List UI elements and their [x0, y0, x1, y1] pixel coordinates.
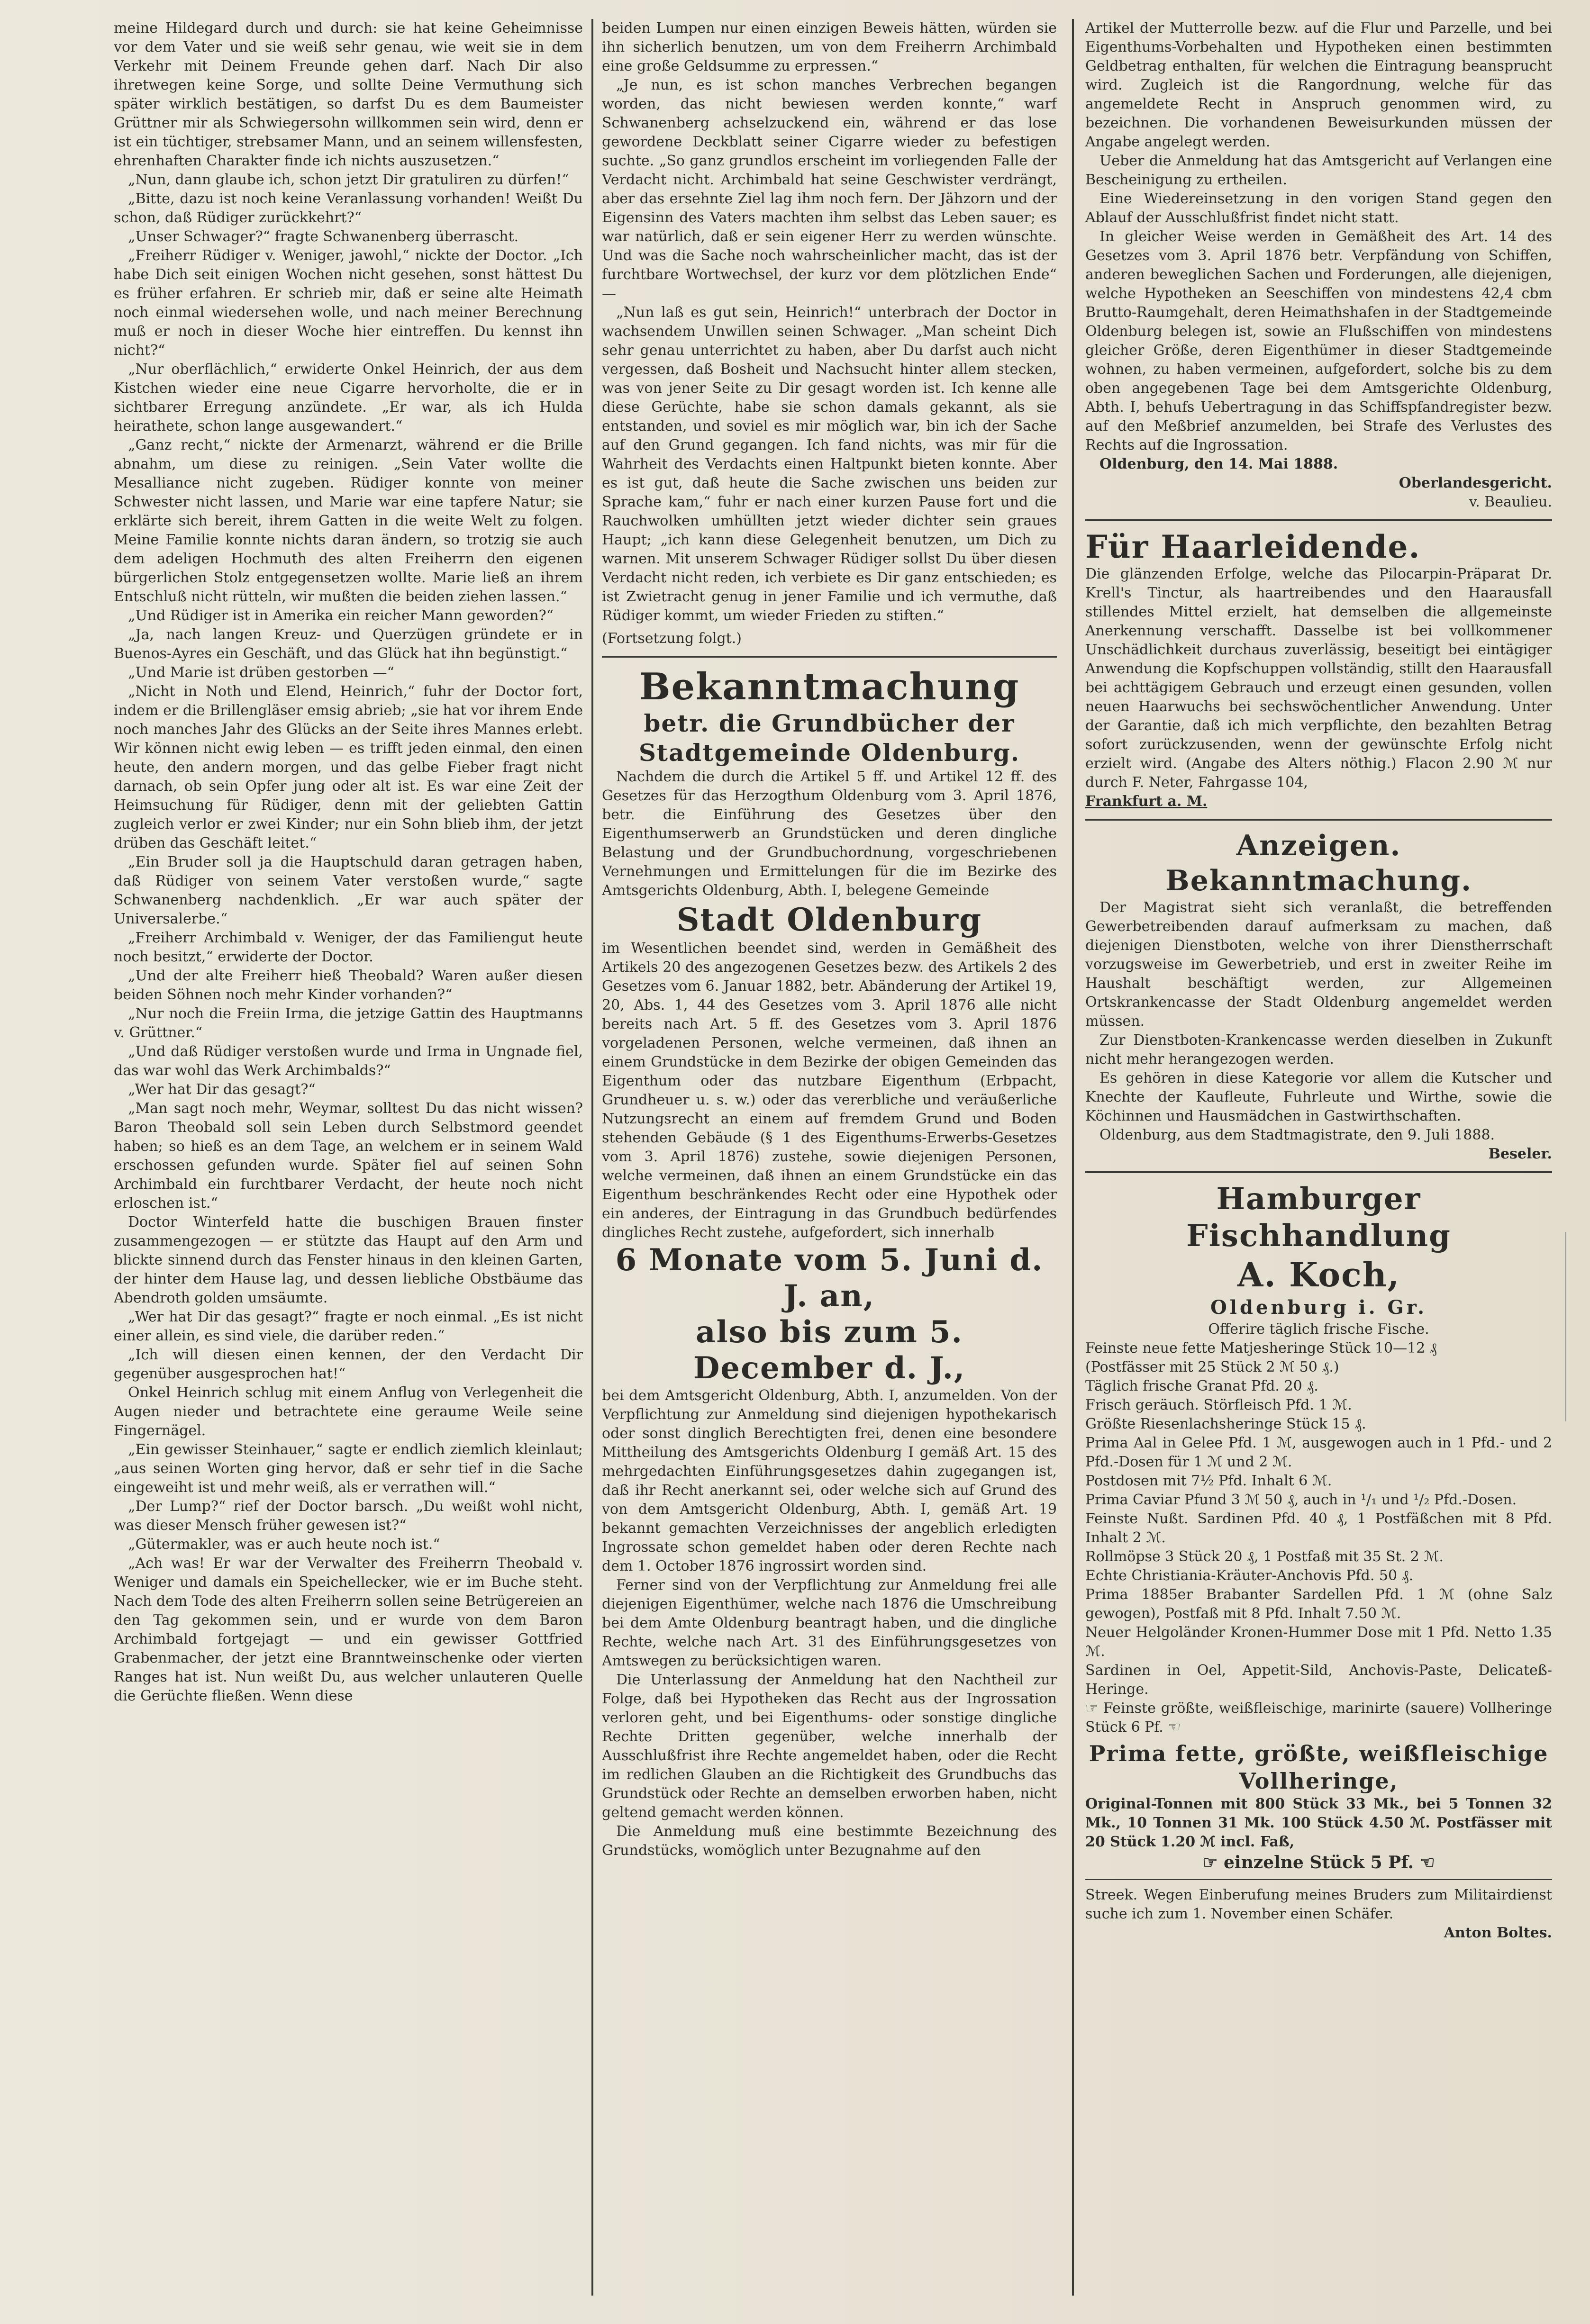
story-paragraph: „Der Lump?“ rief der Doctor barsch. „Du weißt wohl nicht, was dieser Mensch früher gewesen ist?“ [114, 1498, 583, 1534]
notice-paragraph: Die Unterlassung der Anmeldung hat den Nachtheil zur Folge, daß bei Hypotheken das Recht aus der Ingrossation verloren geht, und bei Eigenthums- oder sonstige dingliche Rechte Dritten gegenüber, welche innerhalb der Ausschlußfrist ihre Rechte angemeldet haben, oder die Recht im redlichen Glauben an die Richtigkeit des Grundbuchs das Grundstück oder Rechte an demselben erworben haben, nicht geltend gemacht werden können. [602, 1672, 1057, 1821]
story-continuation [602, 19, 1057, 625]
fish-price-item: (Postfässer mit 25 Stück 2 ℳ 50 ₰.) [1085, 1359, 1339, 1375]
fish-ad-offer: Offerire täglich frische Fische. [1208, 1321, 1429, 1338]
story-paragraph: „Man sagt noch mehr, Weymar, solltest Du das nicht wissen? Baron Theobald soll sein Leben durch Selbstmord geendet haben; so hieß es an dem Tage, an welchem er in seinem Wald erschossen gefunden wurde. Später fiel auf seinen Sohn Archimbald ein furchtbarer Verdacht, der heute noch nicht erloschen ist.“ [114, 1100, 583, 1212]
hair-ad-title: Für Haarleidende. [1085, 528, 1421, 565]
notice-deadline: 6 Monate vom 5. Juni d. J. an, [615, 1242, 1044, 1314]
story-paragraph: Doctor Winterfeld hatte die buschigen Brauen finster zusammengezogen — er stützte das Haupt auf den Arm und blickte sinnend durch das Fenster hinaus in den kleinen Garten, der hinter dem Hause lag, und dessen liebliche Obstbäume das Abendroth golden umsäumte. [114, 1214, 583, 1306]
column-divider [1072, 19, 1074, 2296]
story-paragraph: Onkel Heinrich schlug mit einem Anflug von Verlegenheit die Augen nieder und betrachtete eine geraume Weile seine Fingernägel. [114, 1384, 583, 1439]
notice-paragraph: Eine Wiedereinsetzung in den vorigen Stand gegen den Ablauf der Ausschlußfrist findet nicht statt. [1085, 190, 1552, 226]
fish-price-item: Prima 1885er Brabanter Sardellen Pfd. 1 ℳ (ohne Salz gewogen), Postfaß mit 8 Pfd. Inhalt 7.50 ℳ. [1085, 1586, 1552, 1622]
story-paragraph: „Nur noch die Freiin Irma, die jetzige Gattin des Hauptmanns v. Grüttner.“ [114, 1005, 583, 1041]
story-paragraph: „Freiherr Rüdiger v. Weniger, jawohl,“ nickte der Doctor. „Ich habe Dich seit einigen Wochen nicht gesehen, sonst hättest Du es früher erfahren. Er schrieb mir, daß er seine alte Heimath noch einmal wiedersehen wolle, und nach meiner Berechnung muß er noch in dieser Woche hier eintreffen. Du kennst ihn nicht?“ [114, 247, 583, 359]
story-paragraph: „Bitte, dazu ist noch keine Veranlassung vorhanden! Weißt Du schon, daß Rüdiger zurückkehrt?“ [114, 190, 583, 226]
streek-signer: Anton Boltes. [1444, 1925, 1552, 1941]
notice-town: Stadt Oldenburg [676, 901, 982, 938]
notice-place-date: Oldenburg, den 14. Mai 1888. [1099, 456, 1338, 472]
section-rule [1085, 519, 1552, 521]
fish-price-list [1085, 1339, 1552, 1737]
story-paragraph: „Wer hat Dir das gesagt?“ [128, 1081, 316, 1098]
story-paragraph: „Wer hat Dir das gesagt?“ fragte er noch einmal. „Es ist nicht einer allein, es sind viele, die darüber reden.“ [114, 1309, 583, 1344]
fish-price-item: ☞ Feinste größte, weißfleischige, marinirte (sauere) Vollheringe Stück 6 Pf. ☜ [1085, 1700, 1552, 1736]
hair-ad [1085, 529, 1552, 565]
fish-price-item: Feinste neue fette Matjesheringe Stück 10—12 ₰ [1085, 1340, 1437, 1356]
notice-signer: Oberlandesgericht. [1399, 475, 1552, 491]
notice-paragraph: Artikel der Mutterrolle bezw. auf die Flur und Parzelle, und bei Eigenthums-Vorbehalten und Hypotheken einen bestimmten Geldbetrag enthalten, für welchen die Eintragung beansprucht wird. Zugleich ist die Rangordnung, welche für das angemeldete Recht in Anspruch genommen wird, zu bezeichnen. Die vorhandenen Beweisurkunden müssen der Angabe angelegt werden. [1085, 20, 1552, 150]
notice-paragraph: bei dem Amtsgericht Oldenburg, Abth. I, anzumelden. Von der Verpflichtung zur Anmeldung sind diejenigen hypothekarisch oder sonst dinglich Berechtigten frei, denen eine besondere Mittheilung des Amtsgerichts Oldenburg I gemäß Art. 15 des mehrgedachten Einführungsgesetzes dahin zugegangen ist, daß ihr Recht anerkannt sei, oder welche sich auf Grund des von dem Amtsgericht Oldenburg, Abth. I, gemäß Art. 19 bekannt gemachten Verzeichnisses der angeblich erledigten Ingrossate schon gemeldet haben oder deren Rechte nach dem 1. October 1876 ingrossirt worden sind. [602, 1387, 1057, 1574]
fish-price-item: Prima Aal in Gelee Pfd. 1 ℳ, ausgewogen auch in 1 Pfd.- und 2 Pfd.-Dosen für 1 ℳ und 2 ℳ. [1085, 1435, 1552, 1470]
section-rule [1085, 819, 1552, 821]
section-rule [1085, 1171, 1552, 1173]
column-2 [602, 19, 1057, 2296]
notice-paragraph: In gleicher Weise werden in Gemäßheit des Art. 14 des Gesetzes vom 3. April 1876 betr. Verpfändung von Schiffen, anderen beweglichen Sachen und Forderungen, alle diejenigen, welche Hypotheken an Seeschiffen von mindestens 42,4 cbm Brutto-Raumgehalt, deren Heimathshafen in der Stadtgemeinde Oldenburg belegen ist, sowie an Flußschiffen von mindestens gleicher Größe, deren Eigenthümer in dieser Stadtgemeinde wohnen, zu haben vermeinen, aufgefordert, solche bis zu dem oben angegebenen Tage bei dem Amtsgerichte Oldenburg, Abth. I, behufs Uebertragung in das Schiffspfandregister bezw. auf den Meßbrief anzumelden, bei Strafe des Verlustes des Rechts auf die Ingrossation. [1085, 228, 1552, 453]
notice-paragraph: Nachdem die durch die Artikel 5 ff. und Artikel 12 ff. des Gesetzes für das Herzogthum Oldenburg vom 3. April 1876, betr. die Einführung des Gesetzes über den Eigenthumserwerb an Grundstücken und deren dingliche Belastung und der Grundbuchordnung, vorgeschriebenen Vernehmungen und Ermittelungen für die im Bezirke des Amtsgerichts Oldenburg, Abth. I, belegene Gemeinde [602, 769, 1057, 899]
story-paragraph: „Ein Bruder soll ja die Hauptschuld daran getragen haben, daß Rüdiger von seinem Vater verstoßen wurde,“ sagte Schwanenberg nachdenklich. „Er war auch später der Universalerbe.“ [114, 854, 583, 927]
story-paragraph: „Nun, dann glaube ich, schon jetzt Dir gratuliren zu dürfen!“ [128, 172, 569, 188]
story-paragraph: „Und Marie ist drüben gestorben —“ [128, 664, 394, 681]
story-paragraph: „Ich will diesen einen kennen, der den Verdacht Dir gegenüber ausgesprochen hat!“ [114, 1347, 583, 1382]
story-paragraph: beiden Lumpen nur einen einzigen Beweis hätten, würden sie ihn sicherlich benutzen, um von dem Freiherrn Archimbald eine große Geldsumme zu erpressen.“ [602, 20, 1057, 74]
notice-paragraph: Die Anmeldung muß eine bestimmte Bezeichnung des Grundstücks, womöglich unter Bezugnahme auf den [602, 1823, 1057, 1859]
magistrate-notice-title: Bekanntmachung. [1165, 864, 1472, 897]
ads-heading: Anzeigen. [1236, 829, 1401, 862]
magistrate-signer: Beseler. [1488, 1146, 1552, 1162]
magistrate-place-date: Oldenburg, aus dem Stadtmagistrate, den 9. Juli 1888. [1099, 1127, 1495, 1143]
story-paragraph: „Und Rüdiger ist in Amerika ein reicher Mann geworden?“ [128, 607, 554, 624]
magistrate-text: Es gehören in diese Kategorie vor allem die Kutscher und Knechte der Kaufleute, Fuhrleute und Wirthe, sowie die Köchinnen und Hausmädchen in Gastwirthschaften. [1085, 1070, 1552, 1124]
column-3 [1085, 19, 1552, 2296]
story-paragraph: „Gütermakler, was er auch heute noch ist.“ [128, 1536, 440, 1553]
fish-price-item: Neuer Helgoländer Kronen-Hummer Dose mit 1 Pfd. Netto 1.35 ℳ. [1085, 1624, 1552, 1660]
section-rule [602, 656, 1057, 658]
story-paragraph: „Nun laß es gut sein, Heinrich!“ unterbrach der Doctor in wachsendem Unwillen seinen Schwager. „Man scheint Dich sehr genau unterrichtet zu haben, aber Du darfst auch nicht vergessen, daß Bosheit und Nachsucht hinter allem stecken, was von jener Seite zu Dir gesagt worden ist. Ich kenne alle diese Gerüchte, habe sie schon damals gekannt, als sie entstanden, und soviel es mir möglich war, bin ich der Sache auf den Grund gegangen. Ich fand nichts, was mir für die Wahrheit des Verdachts einen Haltpunkt bieten konnte. Aber es ist gut, daß heute die Sache zwischen uns beiden zur Sprache kam,“ fuhr er nach einer kurzen Pause fort und die Rauchwolken umhüllten jetzt wieder dichter sein graues Haupt; „ich kann diese Gelegenheit benutzen, um Dich zu warnen. Mit unserem Schwager Rüdiger sollst Du über diesen Verdacht nicht reden, ich verbiete es Dir ganz entschieden; es ist Zwietracht genug in jener Familie und ich vermuthe, daß Rüdiger kommt, um wieder Frieden zu stiften.“ [602, 304, 1057, 624]
fish-highlight: Prima fette, größte, weißfleischige Vollheringe, [1089, 1741, 1549, 1794]
notice-subtitle: betr. die Grundbücher der Stadtgemeinde Oldenburg. [638, 709, 1020, 767]
notice-title: Bekanntmachung [639, 665, 1020, 708]
story-paragraph: „Ja, nach langen Kreuz- und Querzügen gründete er in Buenos-Ayres ein Geschäft, und das Glück hat ihn begünstigt.“ [114, 626, 583, 662]
story-paragraph: „Je nun, es ist schon manches Verbrechen begangen worden, das nicht bewiesen werden konnte,“ warf Schwanenberg achselzuckend ein, während er das lose gewordene Deckblatt seiner Cigarre wieder zu befestigen suchte. „So ganz grundlos erscheint im vorliegenden Falle der Verdacht nicht. Archimbald hat seine Geschwister verdrängt, aber das ersehnte Ziel lag ihm noch fern. Der Jähzorn und der Eigensinn des Vaters machten ihm selbst das Leben sauer; es war natürlich, daß er sein eigener Herr zu werden wünschte. Und was die Sache noch wahrscheinlicher macht, das ist der furchtbare Wortwechsel, der kurz vor dem plötzlichen Ende“ — [602, 77, 1057, 302]
notice-paragraph: Ferner sind von der Verpflichtung zur Anmeldung frei alle diejenigen Eigenthümer, welche nach 1876 die Umschreibung bei dem Amte Oldenburg beantragt haben, und die dingliche Rechte, welche nach Art. 31 des Einführungsgesetzes von Amtswegen zu berücksichtigen waren. [602, 1577, 1057, 1669]
notice-paragraph: Ueber die Anmeldung hat das Amtsgericht auf Verlangen eine Bescheinigung zu ertheilen. [1085, 153, 1552, 188]
fish-ad-owner: A. Koch, [1237, 1255, 1400, 1294]
notice-paragraph: im Wesentlichen beendet sind, werden in Gemäßheit des Artikels 20 des angezogenen Gesetzes bezw. des Artikels 2 des Gesetzes vom 6. Januar 1882, betr. Abänderung der Artikel 19, 20, Abs. 1, 44 des Gesetzes vom 3. April 1876 alle nicht bereits nach Art. 5 ff. des Gesetzes vom 3. April 1876 vorgeladenen Personen, welche vermeinen, daß ihnen an einem Grundstücke in dem Bezirke der obigen Gemeinden das Eigenthum oder das nutzbare Eigenthum (Erbpacht, Grundheuer u. s. w.) oder das vererbliche und veräußerliche Nutzungsrecht an einem auf fremdem Grund und Boden stehenden Gebäude (§ 1 des Eigenthums-Erwerbs-Gesetzes vom 3. April 1876) zustehe, sowie diejenigen Personen, welche vermeinen, daß ihnen an einem Grundstücke ein das Eigenthum beschränkendes Recht oder eine Hypothek oder ein anderes, der Eintragung in das Grundbuch bedürfendes dingliches Recht zustehe, aufgefordert, sich innerhalb [602, 940, 1057, 1241]
page-edge-mark [1565, 1232, 1585, 1421]
hair-ad-text: Die glänzenden Erfolge, welche das Pilocarpin-Präparat Dr. Krell's Tinctur, als haartreibendes und den Haarausfall stillendes Mittel erzielt, hat demselben die allgemeinste Anerkennung verschafft. Dasselbe ist bei vollkommener Unschädlichkeit durchaus zuverlässig, beseitigt bei eintägiger Anwendung die Kopfschuppen vollständig, stillt den Haarausfall bei achttägigem Gebrauch und erzeugt einen gesunden, vollen neuen Haarwuchs bei sechswöchentlicher Anwendung. Unter der Garantie, daß ich mich verpflichte, den bezahlten Betrag sofort zurückzusenden, wenn der gewünschte Erfolg nicht erzielt wird. (Angabe des Alters nöthig.) Flacon 2.90 ℳ nur durch F. Neter, Fahrgasse 104, [1085, 566, 1552, 791]
continued-note: (Fortsetzung folgt.) [602, 630, 742, 647]
section-rule [1085, 1879, 1552, 1880]
column-divider [591, 19, 593, 2296]
story-paragraph: „Nicht in Noth und Elend, Heinrich,“ fuhr der Doctor fort, indem er die Brillengläser emsig abrieb; „sie hat vor ihrem Ende noch manches Jahr des Glücks an der Seite ihres Mannes erlebt. Wir können nicht ewig leben — es trifft jeden einmal, den einen heute, den andern morgen, und das gelbe Fieber fragt nicht darnach, ob sein Opfer jung oder alt ist. Es war eine Zeit der Heimsuchung für Rüdiger, denn mit der geliebten Gattin zugleich verlor er zwei Kinder; nur ein Sohn blieb ihm, der jetzt drüben das Geschäft leitet.“ [114, 683, 583, 851]
fish-price-item: Frisch geräuch. Störfleisch Pfd. 1 ℳ. [1085, 1397, 1352, 1413]
fish-price-item: Postdosen mit 7½ Pfd. Inhalt 6 ℳ. [1085, 1473, 1332, 1489]
fish-price-item: Echte Christiania-Kräuter-Anchovis Pfd. 50 ₰. [1085, 1567, 1414, 1584]
story-paragraph: „Und daß Rüdiger verstoßen wurde und Irma in Ungnade fiel, das war wohl das Werk Archimbalds?“ [114, 1043, 583, 1079]
story-paragraph: meine Hildegard durch und durch: sie hat keine Geheimnisse vor dem Vater und sie weiß sehr genau, wie weit sie in dem Verkehr mit Deinem Freunde gehen darf. Nach Dir also ihretwegen keine Sorge, und sollte Deine Vermuthung sich später wirklich bestätigen, so darfst Du es dem Baumeister Grüttner mir als Schwiegersohn willkommen sein wird, denn er ist ein tüchtiger, strebsamer Mann, und an seinem willensfesten, ehrenhaften Charakter finde ich nichts auszusetzen.“ [114, 20, 583, 169]
magistrate-text: Der Magistrat sieht sich veranlaßt, die betreffenden Gewerbetreibenden darauf aufmerksam zu machen, daß diejenigen Dienstboten, welche von ihrer Dienstherrschaft vorzugsweise im Gewerbetrieb, und erst in zweiter Reihe im Haushalt beschäftigt werden, zur Allgemeinen Ortskrankencasse der Stadt Oldenburg angemeldet werden müssen. [1085, 899, 1552, 1030]
story-paragraph: „Nur oberflächlich,“ erwiderte Onkel Heinrich, der aus dem Kistchen wieder eine neue Cigarre hervorholte, die er in sichtbarer Erregung anzündete. „Er war, als ich Hulda heirathete, schon lange ausgewandert.“ [114, 361, 583, 434]
story-paragraph: „Ach was! Er war der Verwalter des Freiherrn Theobald v. Weniger und damals ein Speichellecker, wie er im Buche steht. Nach dem Tode des alten Freiherrn sollen seine Betrügereien an den Tag gekommen sein, und er wurde von dem Baron Archimbald fortgejagt — und ein gewisser Gottfried Grabenmacher, der jetzt eine Branntweinschenke oder vierten Ranges hat ist. Nun weißt Du, aus welcher unlauteren Quelle die Gerüchte fließen. Wenn diese [114, 1555, 583, 1704]
story-paragraph: „Ganz recht,“ nickte der Armenarzt, während er die Brille abnahm, um diese zu reinigen. „Sein Vater wollte die Mesalliance nicht zugeben. Rüdiger konnte von meiner Schwester nicht lassen, und Marie war eine tapfere Natur; sie erklärte sich bereit, ihrem Gatten in die weite Welt zu folgen. Meine Familie konnte nichts daran ändern, so trotzig sie auch dem adeligen Hochmuth des alten Freiherrn den eigenen bürgerlichen Stolz entgegensetzen wollte. Marie ließ an ihrem Entschluß nicht rütteln, wir mußten die beiden ziehen lassen.“ [114, 437, 583, 605]
story-paragraph: „Freiherr Archimbald v. Weniger, der das Familiengut heute noch besitzt,“ erwiderte der Doctor. [114, 930, 583, 965]
fish-price-item: Prima Caviar Pfund 3 ℳ 50 ₰, auch in ¹/₁ und ¹/₂ Pfd.-Dosen. [1085, 1492, 1517, 1508]
notice-signer-name: v. Beaulieu. [1469, 494, 1552, 510]
streek-notice: Streek. Wegen Einberufung meines Bruders zum Militairdienst suche ich zum 1. November einen Schäfer. [1085, 1887, 1552, 1922]
magistrate-text: Zur Dienstboten-Krankencasse werden dieselben in Zukunft nicht mehr herangezogen werden. [1085, 1032, 1552, 1067]
story-paragraph: „Unser Schwager?“ fragte Schwanenberg überrascht. [128, 228, 519, 245]
fish-single-price: ☞ einzelne Stück 5 Pf. ☜ [1202, 1853, 1435, 1872]
story-paragraph: „Und der alte Freiherr hieß Theobald? Waren außer diesen beiden Söhnen noch mehr Kinder vorhanden?“ [114, 968, 583, 1003]
fish-price-item: Sardinen in Oel, Appetit-Sild, Anchovis-Paste, Delicateß-Heringe. [1085, 1662, 1552, 1698]
fish-price-item: Größte Riesenlachsheringe Stück 15 ₰. [1085, 1416, 1366, 1432]
fish-price-item: Feinste Nußt. Sardinen Pfd. 40 ₰, 1 Postfäßchen mit 8 Pfd. Inhalt 2 ℳ. [1085, 1510, 1552, 1546]
fish-ad-place: Oldenburg i. Gr. [1210, 1296, 1427, 1319]
notice-deadline: also bis zum 5. December d. J., [693, 1314, 966, 1386]
fish-ad-title: Hamburger Fischhandlung [1186, 1181, 1451, 1254]
fish-price-item: Täglich frische Granat Pfd. 20 ₰. [1085, 1378, 1318, 1394]
fish-barrel-prices: Original-Tonnen mit 800 Stück 33 Mk., bei 5 Tonnen 32 Mk., 10 Tonnen 31 Mk. 100 Stück 4.50 ℳ. Postfässer mit 20 Stück 1.20 ℳ incl. Faß, [1085, 1796, 1552, 1850]
hair-ad-city: Frankfurt a. M. [1085, 793, 1208, 810]
story-paragraph: „Ein gewisser Steinhauer,“ sagte er endlich ziemlich kleinlaut; „aus seinen Worten ging hervor, daß er sehr tief in die Sache eingeweiht ist und mehr weiß, als er verrathen will.“ [114, 1441, 583, 1496]
column-1-story [114, 19, 583, 2296]
fish-price-item: Rollmöpse 3 Stück 20 ₰, 1 Postfaß mit 35 St. 2 ℳ. [1085, 1548, 1444, 1565]
